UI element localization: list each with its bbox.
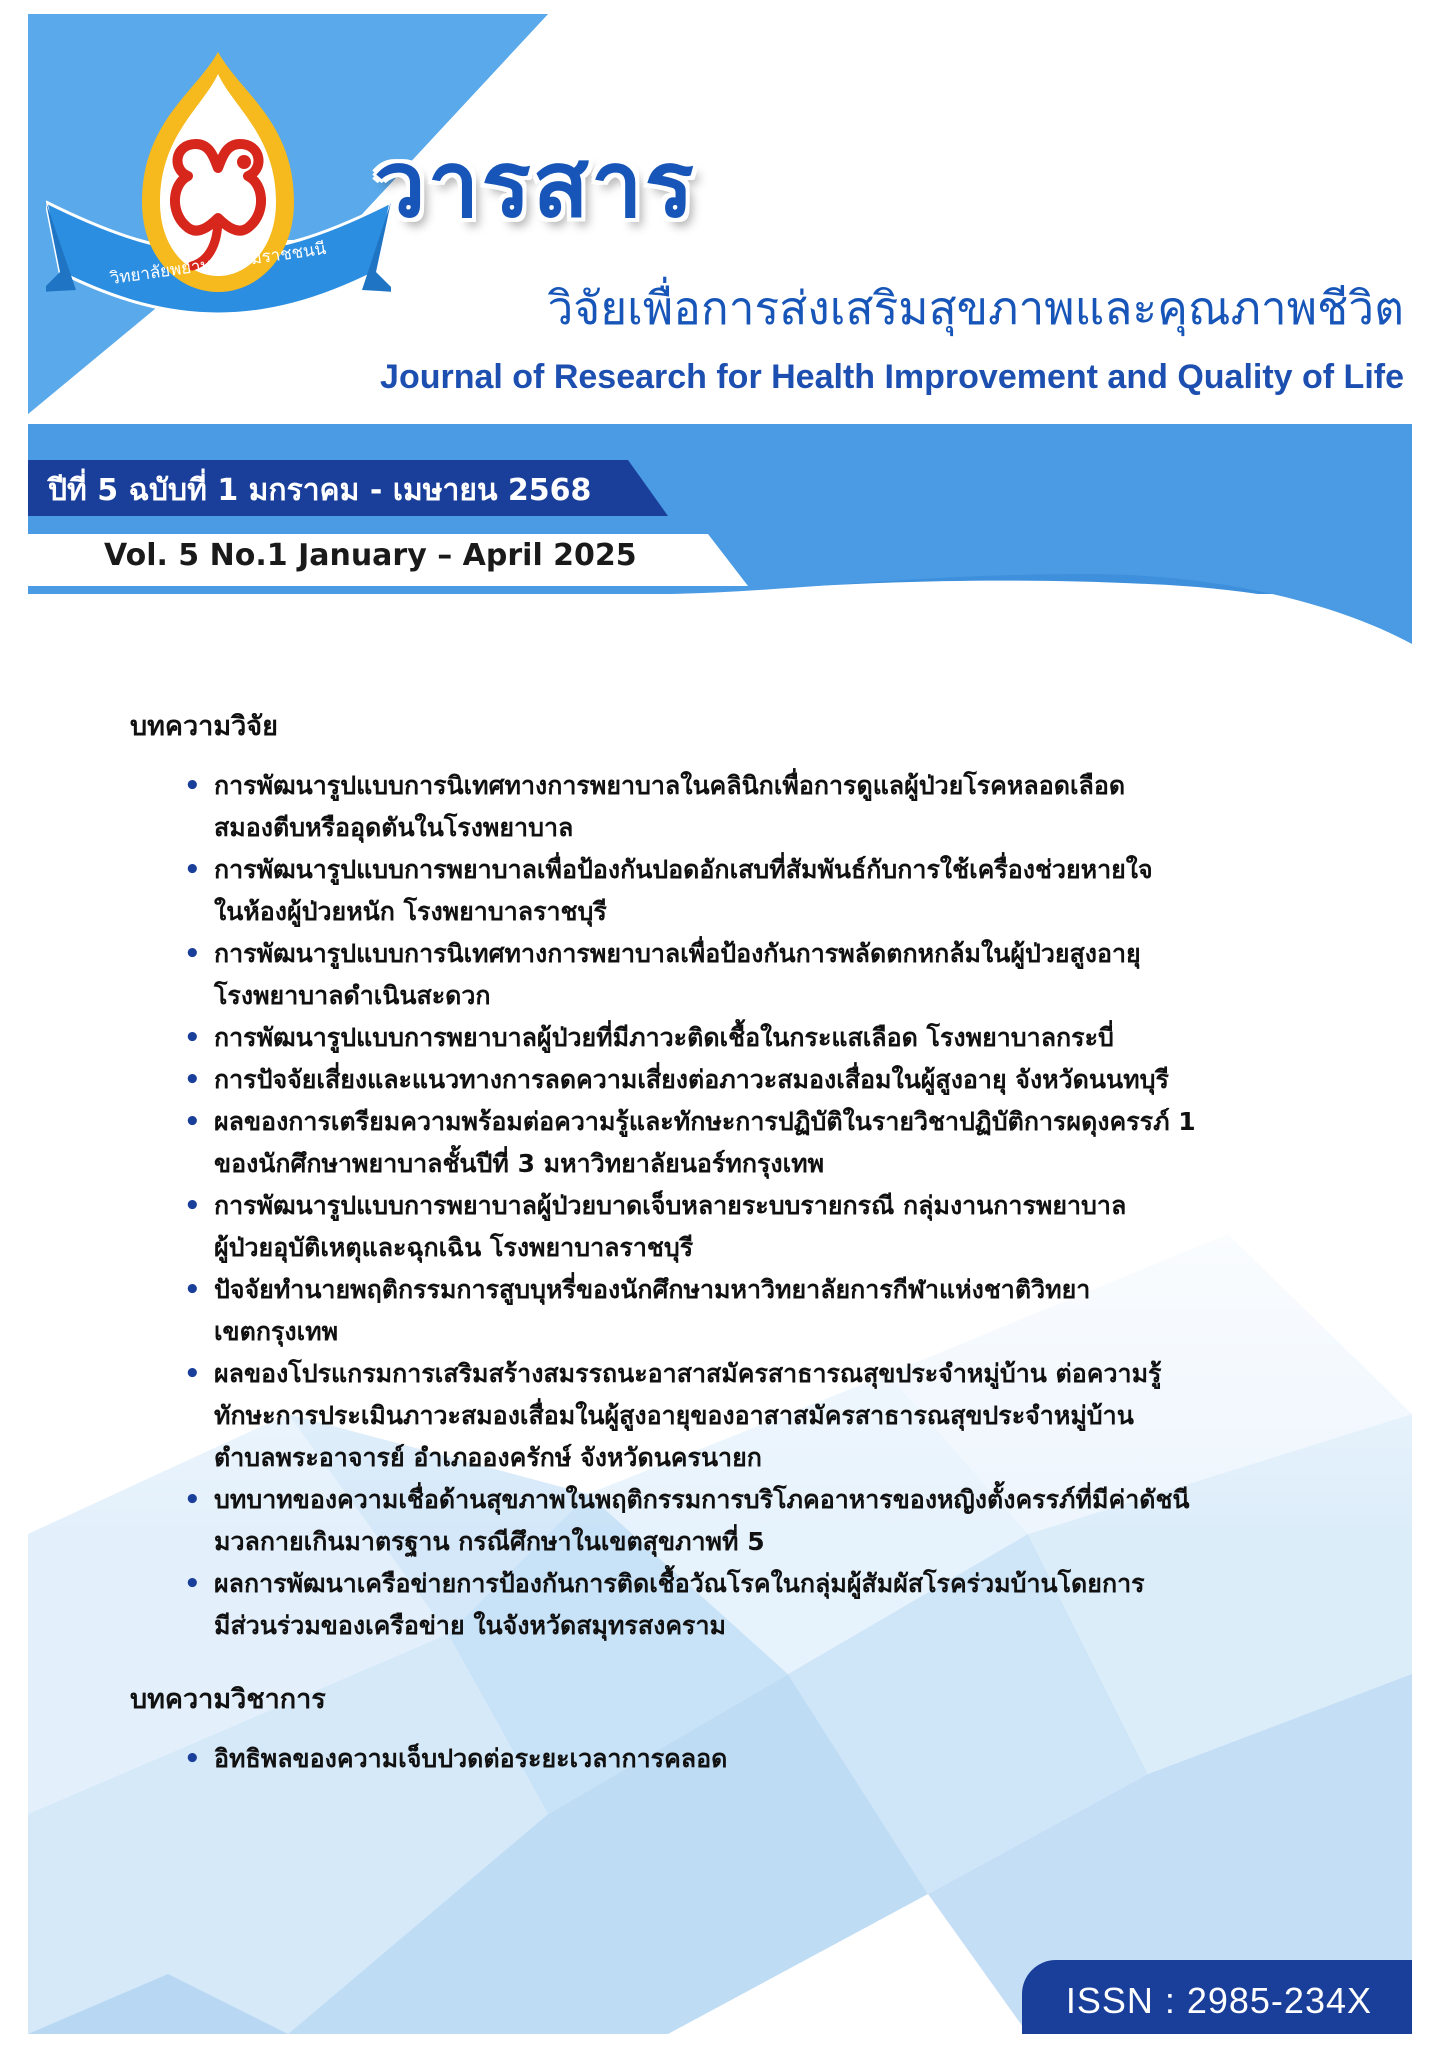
toc-item	[184, 765, 1344, 849]
toc-item-line: การพัฒนารูปแบบการนิเทศทางการพยาบาลในคลินิกเพื่อการดูแลผู้ป่วยโรคหลอดเลือด	[214, 771, 1126, 800]
toc-item-line: ปัจจัยทำนายพฤติกรรมการสูบบุหรี่ของนักศึกษามหาวิทยาลัยการกีฬาแห่งชาติวิทยา	[214, 1275, 1091, 1304]
bullet-icon: •	[184, 1744, 201, 1774]
bullet-icon: •	[184, 855, 201, 885]
toc-item-line: เขตกรุงเทพ	[214, 1317, 339, 1346]
journal-word: วารสาร	[374, 131, 696, 238]
toc-item-line: การพัฒนารูปแบบการพยาบาลผู้ป่วยบาดเจ็บหลายระบบรายกรณี กลุ่มงานการพยาบาล	[214, 1191, 1127, 1220]
research-article-list	[130, 765, 1390, 1647]
toc-item-line: ผลของโปรแกรมการเสริมสร้างสมรรถนะอาสาสมัครสาธารณสุขประจำหมู่บ้าน ต่อความรู้	[214, 1359, 1162, 1388]
toc-item-line: การพัฒนารูปแบบการนิเทศทางการพยาบาลเพื่อป้องกันการพลัดตกหกล้มในผู้ป่วยสูงอายุ	[214, 939, 1141, 968]
section-heading-academic: บทความวิชาการ	[130, 1684, 326, 1715]
toc-item-line: ตำบลพระอาจารย์ อำเภอองครักษ์ จังหวัดนครนายก	[214, 1443, 762, 1472]
bullet-icon: •	[184, 1275, 201, 1305]
issn: ISSN : 2985-234X	[1065, 1980, 1372, 2021]
toc-item-line: ของนักศึกษาพยาบาลชั้นปีที่ 3 มหาวิทยาลัยนอร์ทกรุงเทพ	[214, 1149, 825, 1178]
toc-item-line: การปัจจัยเสี่ยงและแนวทางการลดความเสี่ยงต่อภาวะสมองเสื่อมในผู้สูงอายุ จังหวัดนนทบุรี	[214, 1065, 1169, 1094]
toc-item-line: ผู้ป่วยอุบัติเหตุและฉุกเฉิน โรงพยาบาลราชบุรี	[214, 1233, 694, 1262]
toc-item	[184, 1269, 1344, 1353]
table-of-contents	[130, 704, 1390, 1810]
toc-item	[184, 1479, 1344, 1563]
journal-title-thai: วิจัยเพื่อการส่งเสริมสุขภาพและคุณภาพชีวิต	[547, 281, 1404, 335]
journal-title-english: Journal of Research for Health Improvement and Quality of Life	[380, 358, 1404, 396]
toc-item-line: การพัฒนารูปแบบการพยาบาลผู้ป่วยที่มีภาวะติดเชื้อในกระแสเลือด โรงพยาบาลกระบี่	[214, 1023, 1114, 1052]
toc-item	[184, 1738, 1344, 1780]
toc-item	[184, 1563, 1344, 1647]
toc-item	[184, 1353, 1344, 1479]
bullet-icon: •	[184, 1065, 201, 1095]
toc-item	[184, 1017, 1344, 1059]
cover-page	[28, 14, 1412, 2034]
college-logo	[46, 52, 391, 357]
toc-item-line: บทบาทของความเชื่อด้านสุขภาพในพฤติกรรมการบริโภคอาหารของหญิงตั้งครรภ์ที่มีค่าดัชนี	[214, 1485, 1190, 1514]
academic-article-list	[130, 1738, 1390, 1780]
bullet-icon: •	[184, 1359, 201, 1389]
toc-item	[184, 849, 1344, 933]
toc-item-line: อิทธิพลของความเจ็บปวดต่อระยะเวลาการคลอด	[214, 1744, 728, 1773]
bullet-icon: •	[184, 1569, 201, 1599]
toc-item-line: มวลกายเกินมาตรฐาน กรณีศึกษาในเขตสุขภาพที่ 5	[214, 1527, 765, 1556]
toc-item	[184, 933, 1344, 1017]
section-heading-research: บทความวิจัย	[130, 711, 278, 742]
bullet-icon: •	[184, 771, 201, 801]
toc-item-line: ทักษะการประเมินภาวะสมองเสื่อมในผู้สูงอายุของอาสาสมัครสาธารณสุขประจำหมู่บ้าน	[214, 1401, 1134, 1430]
toc-item-line: ในห้องผู้ป่วยหนัก โรงพยาบาลราชบุรี	[214, 897, 607, 926]
issue-english: Vol. 5 No.1 January – April 2025	[104, 538, 637, 573]
toc-item-line: มีส่วนร่วมของเครือข่าย ในจังหวัดสมุทรสงคราม	[214, 1611, 726, 1640]
toc-item-line: โรงพยาบาลดำเนินสะดวก	[214, 981, 491, 1010]
toc-item	[184, 1185, 1344, 1269]
toc-item-line: การพัฒนารูปแบบการพยาบาลเพื่อป้องกันปอดอักเสบที่สัมพันธ์กับการใช้เครื่องช่วยหายใจ	[214, 855, 1153, 884]
toc-item-line: ผลการพัฒนาเครือข่ายการป้องกันการติดเชื้อวัณโรคในกลุ่มผู้สัมผัสโรคร่วมบ้านโดยการ	[214, 1569, 1145, 1598]
logo-subcaption: ราชบุรี	[193, 323, 239, 341]
toc-item-line: ผลของการเตรียมความพร้อมต่อความรู้และทักษะการปฏิบัติในรายวิชาปฏิบัติการผดุงครรภ์ 1	[214, 1107, 1196, 1136]
bullet-icon: •	[184, 1485, 201, 1515]
bullet-icon: •	[184, 939, 201, 969]
bullet-icon: •	[184, 1191, 201, 1221]
toc-item	[184, 1101, 1344, 1185]
toc-item	[184, 1059, 1344, 1101]
issue-thai: ปีที่ 5 ฉบับที่ 1 มกราคม - เมษายน 2568	[48, 473, 592, 508]
bullet-icon: •	[184, 1107, 201, 1137]
toc-item-line: สมองตีบหรืออุดตันในโรงพยาบาล	[214, 813, 574, 842]
logo-caption: วิทยาลัยพยาบาลบรมราชชนนี	[108, 238, 328, 290]
bullet-icon: •	[184, 1023, 201, 1053]
